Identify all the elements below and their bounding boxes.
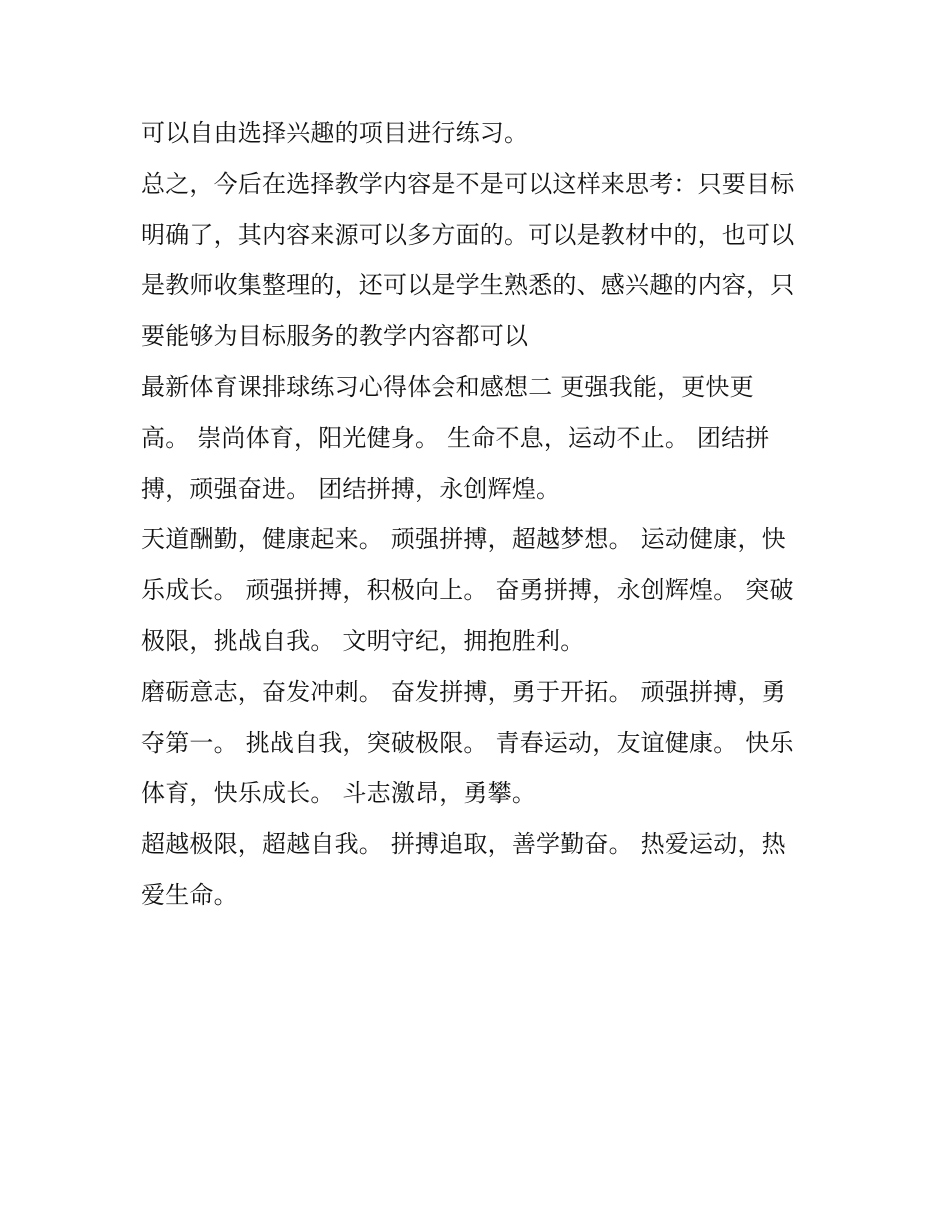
text-line: 磨砺意志，奋发冲刺。 奋发拼搏，勇于开拓。 顽强拼搏，勇: [141, 677, 786, 706]
text-line: 搏，顽强奋进。 团结拼搏，永创辉煌。: [141, 474, 561, 503]
paragraph-3: [141, 362, 816, 514]
paragraph-2: [141, 159, 816, 362]
text-line: 乐成长。 顽强拼搏，积极向上。 奋勇拼搏，永创辉煌。 突破: [141, 576, 794, 605]
paragraph-1: [141, 108, 816, 159]
text-line: 天道酬勤，健康起来。 顽强拼搏，超越梦想。 运动健康，快: [141, 525, 786, 554]
text-line: 最新体育课排球练习心得体会和感想二 更强我能，更快更: [141, 372, 754, 401]
text-line: 夺第一。 挑战自我，突破极限。 青春运动，友谊健康。 快乐: [141, 728, 794, 757]
text-line: 总之，今后在选择教学内容是不是可以这样来思考：只要目标: [141, 169, 795, 198]
text-line: 体育，快乐成长。 斗志激昂，勇攀。: [141, 779, 537, 808]
paragraph-5: [141, 667, 816, 819]
text-line: 是教师收集整理的，还可以是学生熟悉的、感兴趣的内容，只: [141, 271, 795, 300]
text-line: 爱生命。: [141, 880, 238, 909]
document-body: [141, 108, 816, 921]
paragraph-6: [141, 819, 816, 921]
paragraph-4: [141, 514, 816, 666]
text-line: 超越极限，超越自我。 拼搏追取，善学勤奋。 热爱运动，热: [141, 830, 786, 859]
text-line: 明确了，其内容来源可以多方面的。可以是教材中的，也可以: [141, 220, 795, 249]
text-line: 高。 崇尚体育，阳光健身。 生命不息，运动不止。 团结拼: [141, 423, 770, 452]
text-line: 可以自由选择兴趣的项目进行练习。: [141, 119, 529, 147]
text-line: 极限，挑战自我。 文明守纪，拥抱胜利。: [141, 626, 585, 655]
text-line: 要能够为目标服务的教学内容都可以: [141, 322, 529, 351]
